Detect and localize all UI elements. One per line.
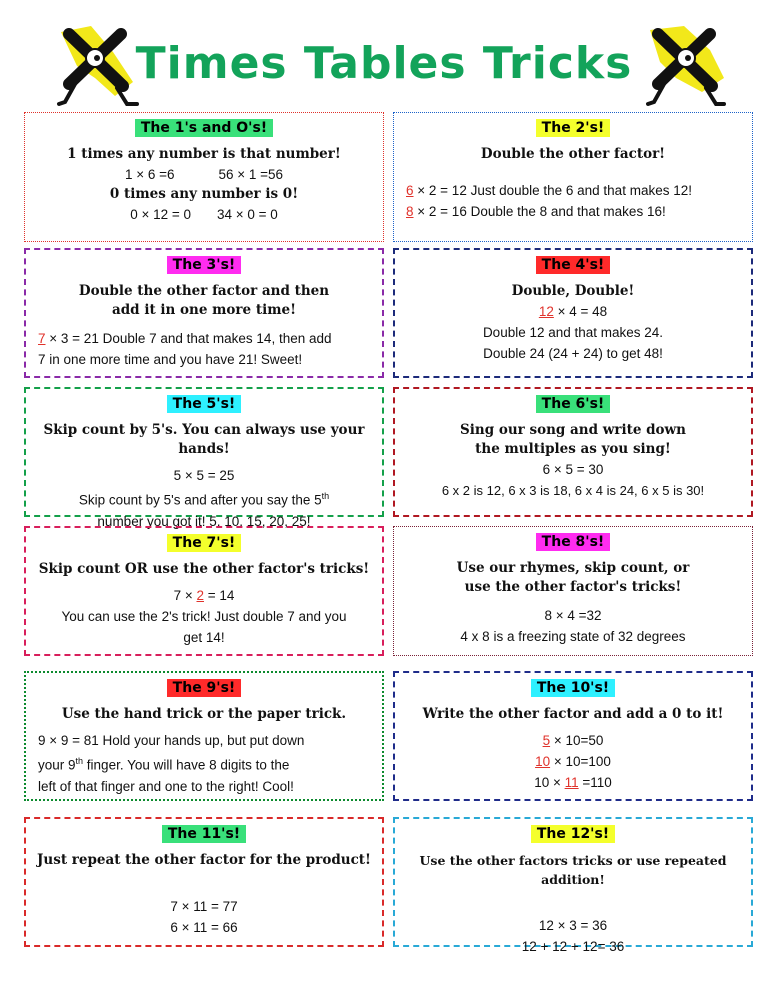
example: 7 × 11 = 77	[170, 899, 238, 914]
card-sevens	[24, 526, 384, 656]
card-threes	[24, 248, 384, 378]
example: finger. You will have 8 digits to the	[83, 757, 290, 773]
example: =110	[582, 775, 612, 790]
example: your 9	[38, 757, 76, 773]
example: × 10=100	[553, 754, 611, 769]
card-header: The 6's!	[536, 395, 611, 413]
card-rule: Double the other factor and then add it in one more time!	[78, 283, 330, 318]
card-header: The 8's!	[536, 533, 611, 551]
example: 7 in one more time and you have 21! Sweet!	[38, 352, 303, 367]
card-rule: Use the other factors tricks or use repeated addition!	[419, 853, 727, 887]
example: get 14!	[183, 630, 225, 645]
highlighted-factor: 8	[406, 204, 414, 219]
highlighted-factor: 12	[538, 304, 554, 319]
superscript: th	[321, 491, 330, 501]
card-rule: Use the hand trick or the paper trick.	[61, 706, 347, 722]
example: 10 ×	[534, 775, 561, 790]
example: × 3 = 21 Double 7 and that makes 14, then add	[49, 331, 332, 346]
example: 8 × 4 =32	[544, 608, 602, 623]
card-header: The 12's!	[531, 825, 615, 843]
card-tens	[393, 671, 753, 801]
card-sixes	[393, 387, 753, 517]
card-header: The 1's and O's!	[135, 119, 273, 137]
example: × 2 = 12 Just double the 6 and that makes 12!	[417, 183, 692, 198]
card-rule: Just repeat the other factor for the product!	[37, 852, 371, 868]
highlighted-factor: 7	[38, 331, 46, 346]
card-rule: Sing our song and write down the multiples as you sing!	[460, 422, 686, 457]
example: 6 × 5 = 30	[542, 462, 604, 477]
example: 12 × 3 = 36	[538, 918, 608, 933]
card-twelves	[393, 817, 753, 954]
card-fives	[24, 387, 384, 529]
card-rule: Use our rhymes, skip count, or use the other factor's tricks!	[456, 560, 690, 595]
example: Double 12 and that makes 24.	[482, 325, 664, 340]
example: 5 × 5 = 25	[173, 468, 235, 483]
superscript: th	[75, 756, 84, 766]
card-rule: Skip count by 5's. You can always use your hands!	[43, 422, 365, 457]
card-header: The 4's!	[536, 256, 611, 274]
card-nines	[24, 671, 384, 801]
card-header: The 11's!	[162, 825, 246, 843]
example: = 14	[207, 588, 235, 603]
highlighted-factor: 5	[542, 733, 551, 748]
example: 4 x 8 is a freezing state of 32 degrees	[460, 629, 686, 644]
highlighted-factor: 6	[406, 183, 414, 198]
example: 0 × 12 = 0	[130, 207, 191, 222]
example: 6 x 2 is 12, 6 x 3 is 18, 6 x 4 is 24, 6 x 5 is 30!	[441, 483, 705, 498]
card-fours	[393, 248, 753, 378]
card-rule: Skip count OR use the other factor's tricks!	[38, 561, 370, 577]
example: 34 × 0 = 0	[217, 207, 278, 222]
card-header: The 10's!	[531, 679, 615, 697]
example: × 10=50	[553, 733, 604, 748]
highlighted-factor: 11	[564, 775, 579, 790]
card-header: The 3's!	[167, 256, 242, 274]
card-rule: 0 times any number is 0!	[109, 186, 299, 202]
example: 9 × 9 = 81 Hold your hands up, but put down	[38, 733, 305, 748]
card-rule: 1 times any number is that number!	[67, 146, 341, 162]
example: 56 × 1 =56	[218, 167, 284, 182]
card-ones-and-zeros	[24, 112, 384, 242]
example: You can use the 2's trick! Just double 7 and you	[61, 609, 347, 624]
example: 12 + 12 + 12= 36	[521, 939, 625, 954]
card-rule: Double, Double!	[511, 283, 635, 299]
example: Double 24 (24 + 24) to get 48!	[483, 346, 663, 361]
example: 1 × 6 =6	[124, 167, 175, 182]
card-twos	[393, 112, 753, 242]
example: number you got it! 5, 10, 15, 20, 25!	[97, 513, 311, 529]
card-header: The 9's!	[167, 679, 242, 697]
card-header: The 2's!	[536, 119, 611, 137]
highlighted-factor: 10	[535, 754, 551, 769]
example: left of that finger and one to the right! Cool!	[38, 778, 294, 794]
example: × 4 = 48	[557, 304, 608, 319]
example: Skip count by 5's and after you say the 5	[78, 492, 322, 508]
card-header: The 5's!	[167, 395, 242, 413]
card-rule: Write the other factor and add a 0 to it!	[422, 706, 724, 722]
card-header: The 7's!	[167, 534, 242, 552]
card-eights	[393, 526, 753, 656]
example: 6 × 11 = 66	[170, 920, 238, 935]
example: 7 ×	[173, 588, 193, 603]
card-rule: Double the other factor!	[480, 146, 666, 162]
highlighted-factor: 2	[196, 588, 204, 603]
page-title: Times Tables Tricks	[135, 38, 633, 89]
card-elevens	[24, 817, 384, 947]
example: × 2 = 16 Double the 8 and that makes 16!	[417, 204, 666, 219]
